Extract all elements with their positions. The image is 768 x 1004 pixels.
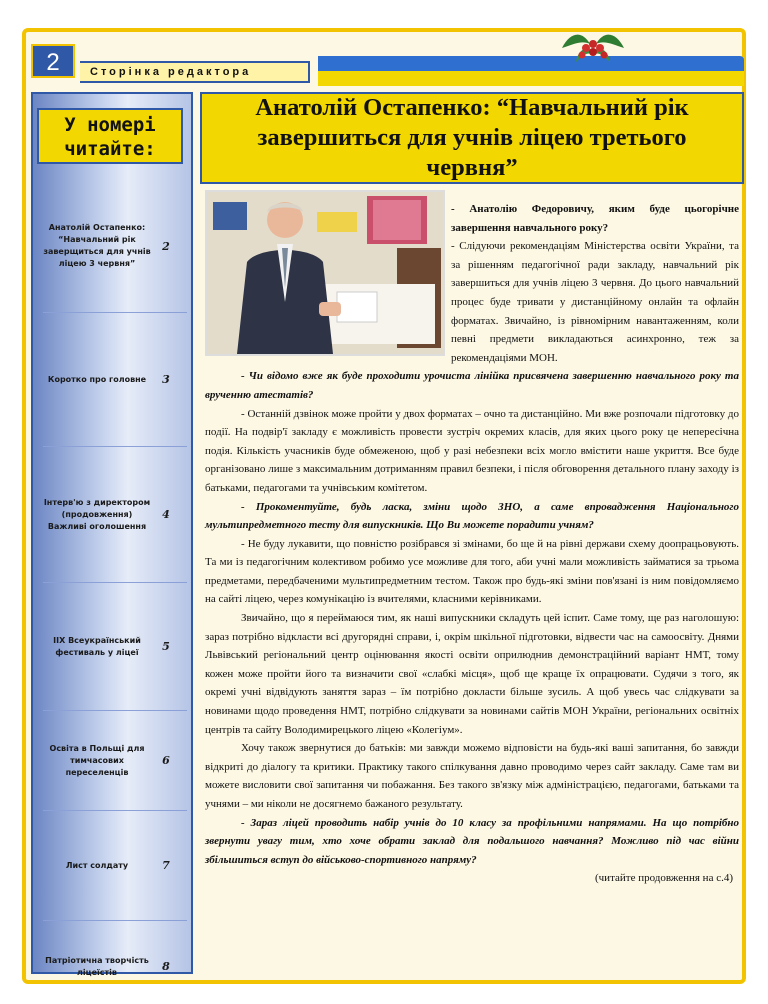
toc-item[interactable] [43, 180, 187, 312]
question-1: - Анатолію Федоровичу, яким буде цьогорічне завершення навчального року? [451, 203, 739, 234]
article-body [205, 200, 739, 970]
section-label: Сторінка редактора [80, 61, 310, 83]
toc-item-title: Коротко про головне [47, 374, 147, 384]
page-number: 2 [31, 44, 75, 78]
answer-4: Звичайно, що я переймаюся тим, як наші випускники складуть цей іспит. Саме тому, ще раз наголошую: зараз потрібно відкласти всі другорядні справи, і, окрім шкільної підготовки, відвести час на самоосвіту. Днями Львівський регіональний центр оцінювання якості освіти оприлюднив демонстраційний варіант НМТ, тому кожен може пройти його та визначити свої «слабкі місця», щоб ще краще їх опрацювати. Судячи з того, як окремі учні відвідують заняття зараз – їм потрібно докласти більше зусиль. А щоб увесь час слідкувати за новинами щодо проведення НМТ, потрібно слідкувати за новинами сайтів МОН України, регіональних освітніх центрів та сайту Володимирецького ліцею «Колегіум». [205, 612, 739, 736]
continued-note[interactable]: (читайте продовження на с.4) [594, 872, 733, 885]
toc-item-page: 6 [162, 754, 170, 767]
toc-item[interactable] [43, 446, 187, 582]
toc-heading-line1: У номері [64, 114, 156, 136]
table-of-contents-sidebar [31, 92, 193, 977]
toc-item-title: Освіта в Польщі для тимчасових переселенців [49, 743, 145, 777]
header-flag-band [318, 56, 744, 86]
toc-heading-line2: читайте: [64, 138, 156, 160]
toc-item[interactable] [43, 312, 187, 446]
answer-1: - Слідуючи рекомендаціям Міністерства освіти України, та за рішенням педагогічної ради закладу, навчальний рік завершиться для учнів ліцею 3 червня. До цього навчальний процес буде тривати у дистанційному онлайн та офлайн форматах. Звичайно, із рівномірним навантаженням, коли певні предмети викладаються асинхронно, теж за рекомендаціями МОН. [451, 240, 739, 364]
answer-3: - Не буду лукавити, що повністю розібрався зі змінами, бо ще й на рівні держави схему доопрацьовують. Та ми із педагогічним колективом робимо усе можливе для того, аби учні мали можливість займатися за трьома предметами, передбаченими мультипредметним тестом. Також про будь-які зміни пов'язані із ним повідомляємо на сайті ліцею, через комунікацію із вчителями, класними керівниками. [205, 537, 739, 606]
holly-icon [556, 18, 630, 72]
toc-item[interactable] [43, 710, 187, 810]
toc-list [43, 180, 187, 1004]
answer-5: Хочу також звернутися до батьків: ми завжди можемо відповісти на будь-які ваші запитання, бо завжди відкриті до діалогу та критики. Практику такого спілкування давно проводимо через сайт закладу. Саме там ви можете висловити свої запитання чи побажання. Без такого зв'язку між адміністрацією, педагогами, батьками та учнями – ми ніколи не досягнемо бажаного результату. [205, 742, 739, 810]
toc-item[interactable] [43, 582, 187, 710]
question-3: - Прокоментуйте, будь ласка, зміни щодо ЗНО, а саме впровадження Національного мультипредметного тесту для випускників. Що Ви можете порадити учням? [205, 500, 739, 532]
question-4: - Зараз ліцей проводить набір учнів до 10 класу за профільними напрямами. На що потрібно звернути увагу тим, хто хоче обрати заклад для подальшого навчання? Можливо під час війни збільшиться вступ до військово-спортивного напряму? [205, 816, 739, 866]
toc-heading [37, 108, 183, 164]
question-2: - Чи відомо вже як буде проходити урочиста лінійка присвячена завершенню навчального року та врученню атестатів? [205, 370, 739, 401]
toc-item-title: Анатолій Остапенко: “Навчальний рік заверщиться для учнів ліцею 3 червня” [43, 223, 151, 268]
article-headline: Анатолій Остапенко: “Навчальний рік завершиться для учнів ліцею третього червня” [200, 92, 744, 184]
toc-item-page: 7 [162, 859, 170, 872]
toc-item-page: 4 [162, 508, 170, 521]
toc-item-page: 8 [162, 960, 170, 973]
toc-item-page: 5 [162, 640, 170, 653]
photo-spacer [205, 200, 451, 366]
toc-item[interactable] [43, 920, 187, 1004]
toc-item[interactable] [43, 810, 187, 920]
toc-item-page: 3 [162, 373, 170, 386]
toc-item-page: 2 [162, 239, 170, 253]
answer-2: - Останній дзвінок може пройти у двох форматах – очно та дистанційно. Ми вже розпочали підготовку до події. На подвір'ї закладу є можливість провести зустріч окремих класів, для яких цього року це непересічна подія. Кількість учасників буде обмеженою, щоб у разі небезпеки всіх могло вмістити наше укриття. Все буде організовано лише з максимальним дотриманням правил безпеки, і після обговорення детального плану заходу із батьками, педагогами та учнівським комітетом. [205, 407, 739, 494]
toc-item-title: Патріотична творчість ліцеїстів [45, 955, 149, 977]
toc-item-title: Лист солдату [65, 860, 129, 870]
toc-item-title: Інтерв'ю з директором (продовження) Важливі оголошення [43, 497, 151, 531]
toc-item-title: IIX Всеукраїнський фестиваль у ліцеї [53, 635, 141, 657]
